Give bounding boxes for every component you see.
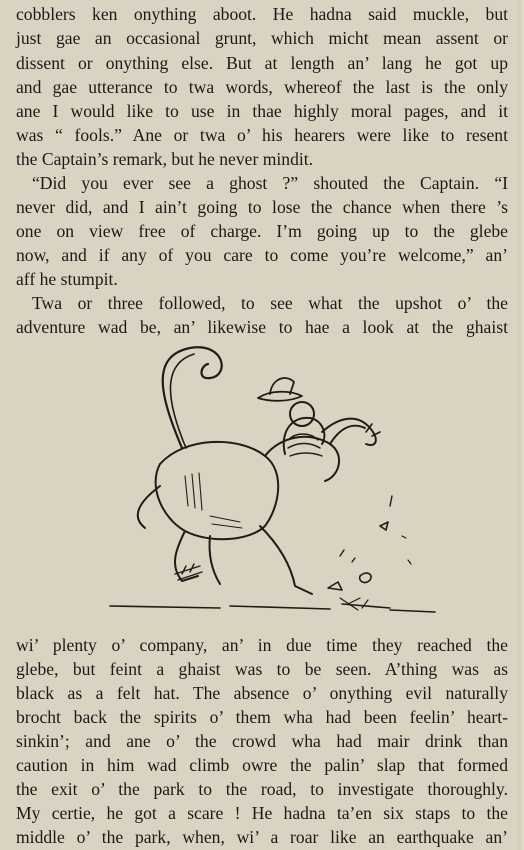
text-line: brocht back the spirits o’ them wha had been feelin’ heart- xyxy=(16,707,508,727)
text-line: My certie, he got a scare ! He hadna ta’en six staps to the xyxy=(16,803,508,823)
text-line: dissent or onything else. But at length an’ lang he got up xyxy=(16,53,508,73)
text-line: the Captain’s remark, but he never mindit. xyxy=(16,149,314,169)
text-line: caution in him wad climb owre the palin’ slap that formed xyxy=(16,755,508,775)
text-line: wi’ plenty o’ company, an’ in due time they reached the xyxy=(16,635,508,655)
text-line: cobblers ken onything aboot. He hadna said muckle, but xyxy=(16,4,508,24)
illustration-drawing xyxy=(90,336,460,626)
text-line: “Did you ever see a ghost ?” shouted the Captain. “I xyxy=(32,173,508,193)
text-line: aff he stumpit. xyxy=(16,269,118,289)
text-line: sinkin’; and ane o’ the crowd wha had mair drink than xyxy=(16,731,508,751)
illustration-bull-tossing-man xyxy=(90,336,460,626)
text-line: now, and if any of you care to come you’re welcome,” an’ xyxy=(16,245,508,265)
text-line: black as a felt hat. The absence o’ onything evil naturally xyxy=(16,683,508,703)
text-line: adventure wad be, an’ likewise to hae a look at the ghaist xyxy=(16,317,508,337)
page-edge xyxy=(518,0,524,850)
text-line: glebe, but feint a ghaist was to be seen. A’thing was as xyxy=(16,659,508,679)
text-line: Twa or three followed, to see what the upshot o’ the xyxy=(32,293,508,313)
text-line: middle o’ the park, when, wi’ a roar like an earthquake an’ xyxy=(16,827,508,847)
text-line: the exit o’ the park to the road, to investigate thoroughly. xyxy=(16,779,508,799)
text-line: and gae utterance to twa words, whereof the last is the only xyxy=(16,77,508,97)
text-line: just gae an occasional grunt, which micht mean assent or xyxy=(16,28,508,48)
text-line: never did, and I ain’t going to lose the chance when there ’s xyxy=(16,197,508,217)
text-line: was “ fools.” Ane or twa o’ his hearers were like to resent xyxy=(16,125,508,145)
text-line: one on view free of charge. I’m going up to the glebe xyxy=(16,221,508,241)
text-line: ane I would like to use in thae highly moral pages, and it xyxy=(16,101,508,121)
